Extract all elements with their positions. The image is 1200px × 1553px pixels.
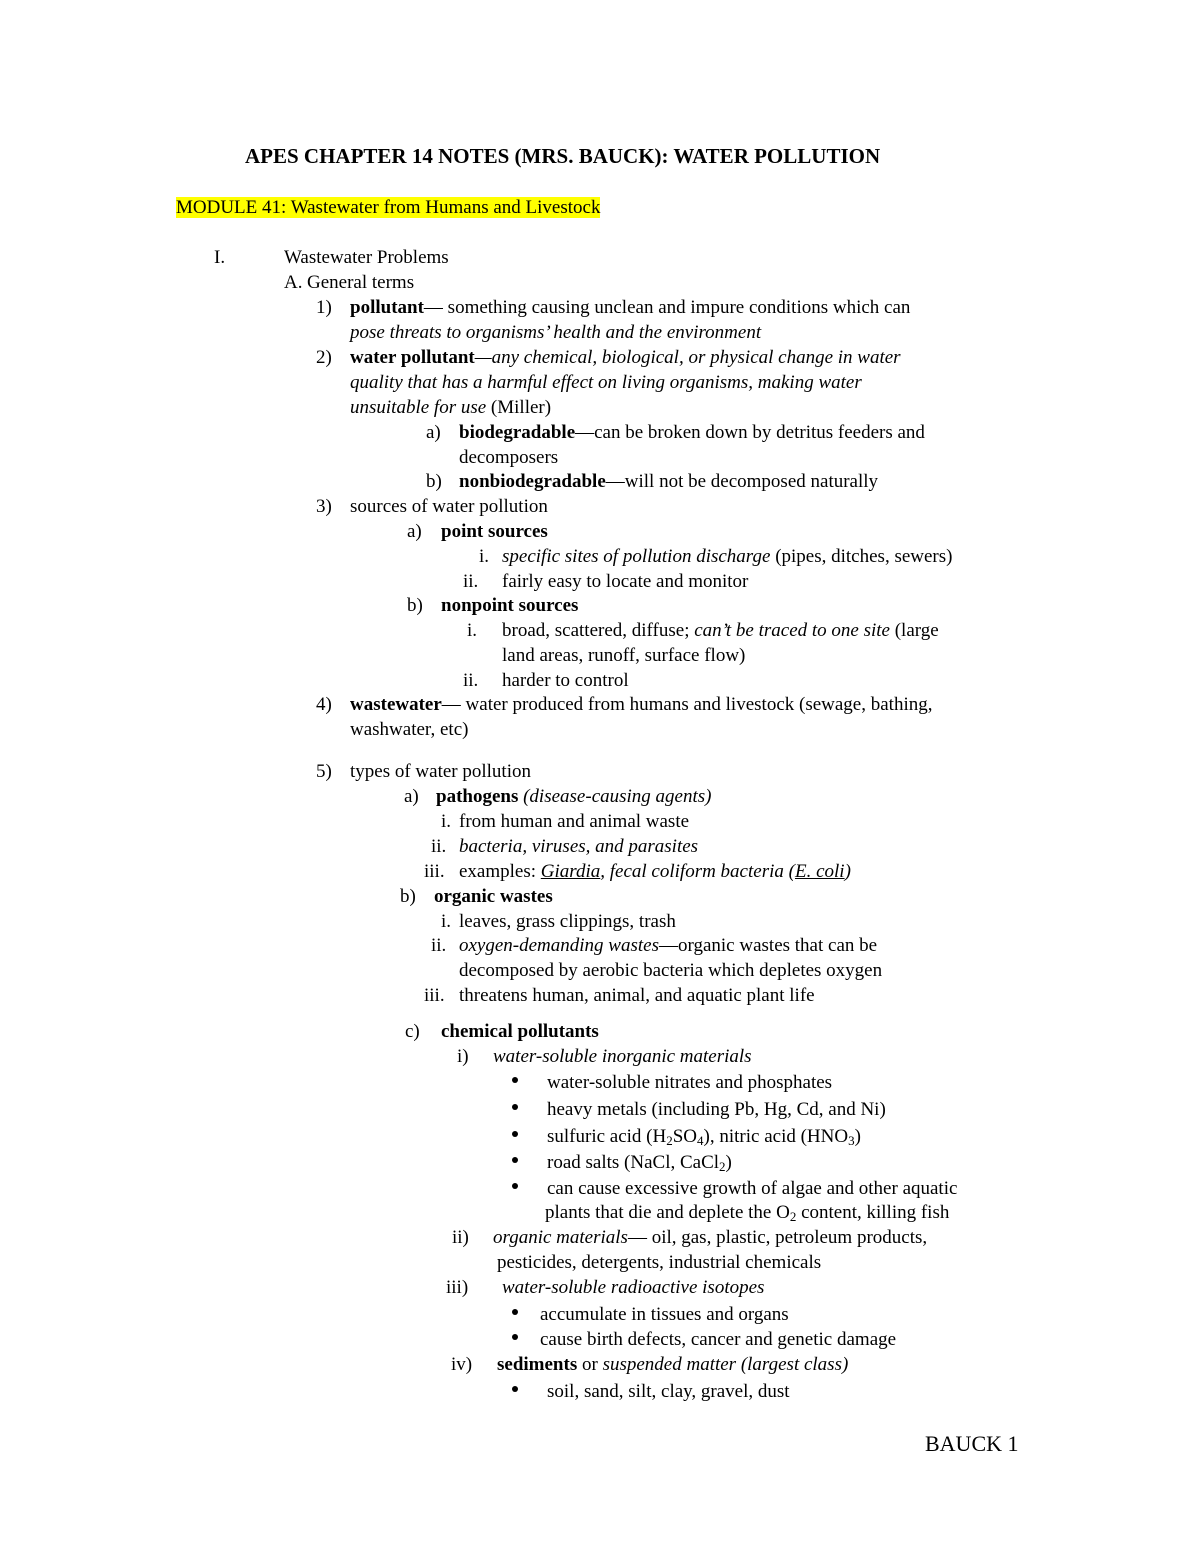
- outline-number: ii.: [431, 836, 447, 857]
- bullet-icon: [512, 1309, 518, 1315]
- outline-number: c): [405, 1021, 420, 1042]
- outline-number: 2): [316, 347, 332, 368]
- term: sediments: [497, 1354, 578, 1375]
- subscript: 2: [666, 1133, 673, 1148]
- outline-number: ii): [452, 1227, 469, 1248]
- bullet-item: water-soluble nitrates and phosphates: [547, 1072, 833, 1093]
- bullet-item: accumulate in tissues and organs: [540, 1304, 789, 1325]
- formula-text: SO: [672, 1126, 698, 1147]
- outline-number: 4): [316, 694, 332, 715]
- module-heading: MODULE 41: Wastewater from Humans and Livestock: [176, 197, 601, 218]
- list-item: threatens human, animal, and aquatic plant life: [459, 985, 815, 1006]
- bullet-item: soil, sand, silt, clay, gravel, dust: [547, 1381, 790, 1402]
- page-title: APES CHAPTER 14 NOTES (MRS. BAUCK): WATER POLLUTION: [245, 144, 881, 168]
- list-item: from human and animal waste: [459, 811, 690, 832]
- plain-text: content, killing fish: [796, 1202, 950, 1223]
- definition-line: [350, 348, 901, 367]
- outline-number: b): [407, 595, 423, 616]
- bullet-icon: [512, 1183, 518, 1189]
- subscript: 4: [697, 1133, 704, 1148]
- outline-number: iv): [451, 1354, 473, 1375]
- section-heading: Wastewater Problems: [284, 247, 449, 268]
- subscript: 2: [789, 1209, 797, 1224]
- definition: — water produced from humans and livestock (sewage, bathing,: [441, 694, 933, 715]
- list-item: [493, 1228, 927, 1247]
- list-item: leaves, grass clippings, trash: [459, 911, 676, 932]
- definition-line: [459, 472, 878, 491]
- subscript: 2: [719, 1159, 726, 1174]
- bullet-item: cause birth defects, cancer and genetic damage: [540, 1329, 897, 1350]
- bullet-icon: [512, 1104, 518, 1110]
- term: nonbiodegradable: [459, 471, 606, 492]
- outline-number: ii.: [463, 571, 479, 592]
- definition-line: [459, 423, 925, 442]
- definition: — something causing unclean and impure conditions which can: [423, 297, 911, 318]
- italic-underlined-text: E. coli: [794, 861, 845, 882]
- plain-text: plants that die and deplete the O: [545, 1202, 790, 1223]
- formula-text: ), nitric acid (HNO: [703, 1126, 849, 1147]
- italic-text: ): [844, 861, 851, 882]
- outline-number: ii.: [431, 935, 447, 956]
- definition-continuation: washwater, etc): [350, 719, 469, 740]
- definition-line: [350, 695, 933, 714]
- definition-line: [350, 298, 910, 317]
- formula-text: ): [725, 1152, 732, 1173]
- italic-text: suspended matter (largest class): [602, 1354, 849, 1375]
- list-item: harder to control: [502, 670, 629, 691]
- definition-continuation: pose threats to organisms’ health and the environment: [350, 322, 762, 343]
- plain-text: (large: [889, 620, 939, 641]
- bullet-icon: [512, 1386, 518, 1392]
- term: nonpoint sources: [441, 595, 579, 616]
- definition-italic: unsuitable for use: [350, 397, 487, 418]
- list-item: [502, 547, 952, 566]
- list-item-continuation: pesticides, detergents, industrial chemicals: [497, 1252, 822, 1273]
- outline-number: iii.: [424, 861, 445, 882]
- formula-text: road salts (NaCl, CaCl: [547, 1152, 720, 1173]
- bullet-item: heavy metals (including Pb, Hg, Cd, and Ni): [547, 1099, 886, 1120]
- page-footer: BAUCK 1: [925, 1431, 1019, 1456]
- outline-number: i.: [467, 620, 478, 641]
- definition-continuation: [350, 398, 551, 417]
- outline-number: 5): [316, 761, 332, 782]
- list-item-continuation: decomposed by aerobic bacteria which depletes oxygen: [459, 960, 883, 981]
- outline-number: b): [426, 471, 442, 492]
- outline-number: a): [407, 521, 422, 542]
- outline-number: I.: [214, 247, 226, 268]
- outline-number: A.: [284, 272, 303, 293]
- bullet-item: can cause excessive growth of algae and other aquatic: [547, 1178, 958, 1199]
- bullet-icon: [512, 1334, 518, 1340]
- subscript: 3: [848, 1133, 855, 1148]
- outline-number: a): [404, 786, 419, 807]
- term: chemical pollutants: [441, 1021, 599, 1042]
- list-item: [497, 1355, 848, 1374]
- plain-text: broad, scattered, diffuse;: [502, 620, 695, 641]
- outline-number: 3): [316, 496, 332, 517]
- outline-number: iii): [446, 1277, 469, 1298]
- list-item: water-soluble inorganic materials: [493, 1046, 752, 1067]
- italic-text: (disease-causing agents): [518, 786, 712, 807]
- outline-number: ii.: [463, 670, 479, 691]
- list-item: types of water pollution: [350, 761, 531, 782]
- bullet-icon: [512, 1157, 518, 1163]
- plain-text: — oil, gas, plastic, petroleum products,: [627, 1227, 928, 1248]
- bullet-icon: [512, 1077, 518, 1083]
- outline-number: 1): [316, 297, 332, 318]
- list-item: sources of water pollution: [350, 496, 548, 517]
- italic-text: oxygen-demanding wastes: [459, 935, 659, 956]
- italic-text: , fecal coliform bacteria (: [600, 861, 795, 882]
- term: point sources: [441, 521, 548, 542]
- citation: (Miller): [486, 397, 552, 418]
- list-item: [459, 936, 877, 955]
- term: pathogens: [436, 786, 519, 807]
- list-item-continuation: land areas, runoff, surface flow): [502, 645, 746, 666]
- list-item: water-soluble radioactive isotopes: [502, 1277, 765, 1298]
- plain-text: or: [577, 1354, 603, 1375]
- plain-text: —organic wastes that can be: [658, 935, 878, 956]
- plain-text: examples:: [459, 861, 541, 882]
- term: biodegradable: [459, 422, 576, 443]
- bullet-icon: [512, 1131, 518, 1137]
- list-item: bacteria, viruses, and parasites: [459, 836, 699, 857]
- term: organic wastes: [434, 886, 553, 907]
- outline-number: a): [426, 422, 441, 443]
- formula-text: sulfuric acid (H: [547, 1126, 667, 1147]
- list-item: [436, 787, 712, 806]
- list-item: fairly easy to locate and monitor: [502, 571, 749, 592]
- outline-number: i): [457, 1046, 469, 1067]
- outline-number: iii.: [424, 985, 445, 1006]
- italic-text: organic materials: [493, 1227, 628, 1248]
- subsection-heading: General terms: [307, 272, 415, 293]
- outline-number: i.: [441, 811, 452, 832]
- definition-continuation: decomposers: [459, 447, 559, 468]
- definition-continuation: quality that has a harmful effect on living organisms, making water: [350, 372, 862, 393]
- italic-text: can’t be traced to one site: [694, 620, 890, 641]
- list-item: [459, 862, 851, 881]
- definition: —can be broken down by detritus feeders and: [575, 422, 925, 443]
- definition: —any chemical, biological, or physical change in water: [474, 347, 901, 368]
- bullet-item: [547, 1153, 732, 1172]
- formula-text: ): [854, 1126, 861, 1147]
- bullet-item: [547, 1127, 861, 1146]
- italic-text: specific sites of pollution discharge: [502, 546, 771, 567]
- bullet-item-continuation: [545, 1203, 949, 1222]
- term: pollutant: [350, 297, 424, 318]
- italic-underlined-text: Giardia: [540, 861, 601, 882]
- term: wastewater: [350, 694, 442, 715]
- list-item: [502, 621, 939, 640]
- outline-number: b): [400, 886, 416, 907]
- term: water pollutant: [350, 347, 475, 368]
- outline-number: i.: [441, 911, 452, 932]
- plain-text: (pipes, ditches, sewers): [770, 546, 953, 567]
- definition: —will not be decomposed naturally: [605, 471, 879, 492]
- outline-number: i.: [479, 546, 490, 567]
